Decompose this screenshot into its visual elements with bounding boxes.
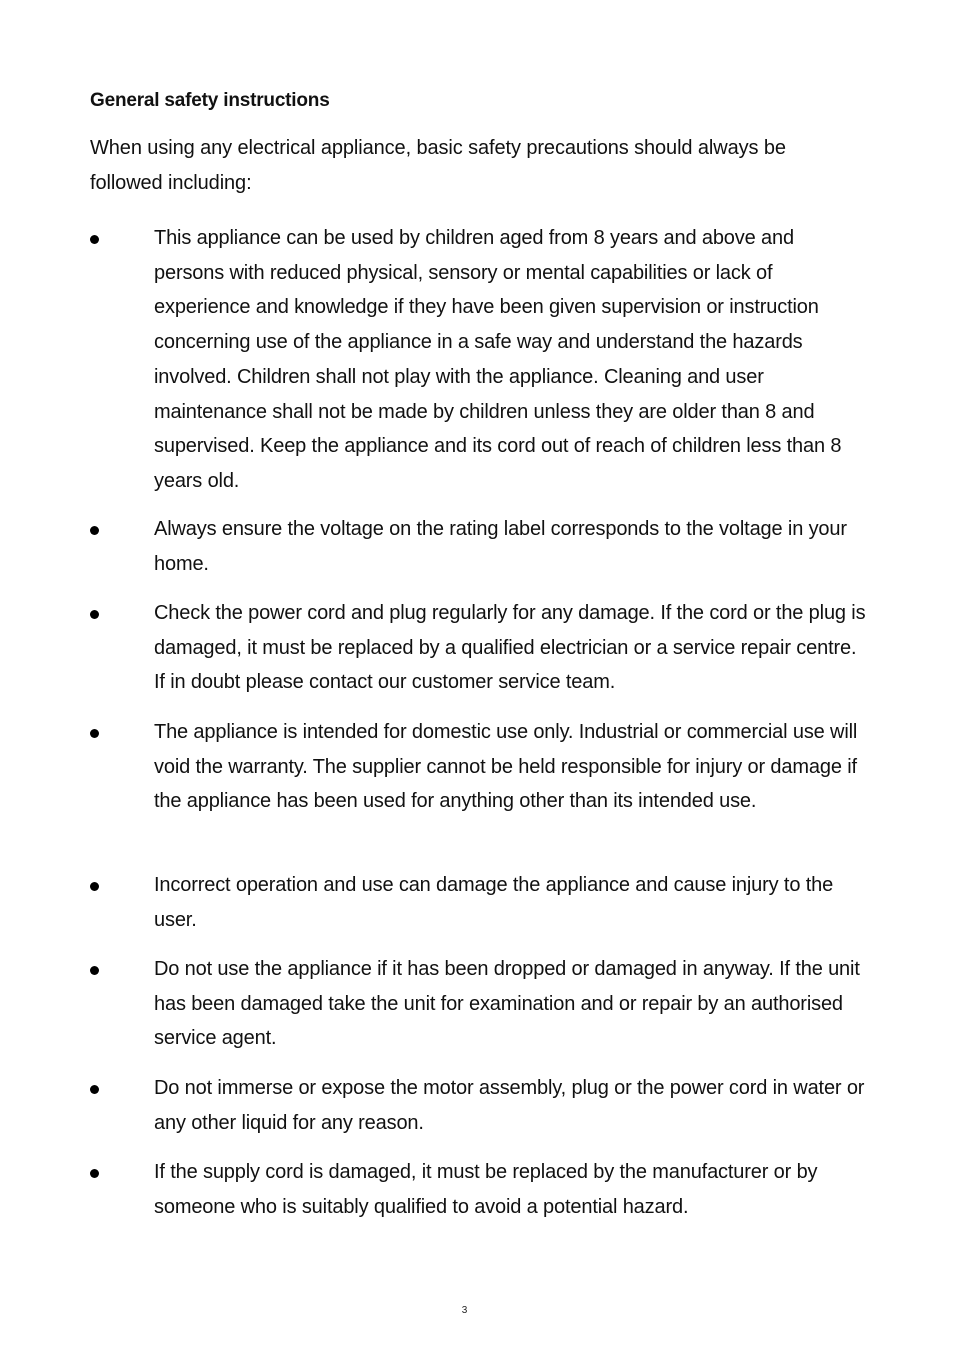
bullet-icon — [90, 1169, 99, 1178]
bullet-icon — [90, 729, 99, 738]
page-number: 3 — [461, 1305, 468, 1316]
bullet-text: If the supply cord is damaged, it must be replaced by the manufacturer or by someone who is suitably qualified to avoid a potential hazard. — [154, 1161, 818, 1218]
bullet-text: Check the power cord and plug regularly for any damage. If the cord or the plug is damaged, it must be replaced by a qualified electrician or a service repair centre. If in doubt please contact our customer service team. — [154, 602, 866, 694]
bullet-text: This appliance can be used by children aged from 8 years and above and persons with reduced physical, sensory or mental capabilities or lack of experience and knowledge if they have been given supervision or instruction concerning use of the appliance in a safe way and understand the hazards involved. Children shall not play with the appliance. Cleaning and user maintenance shall not be made by children unless they are older than 8 and supervised. Keep the appliance and its cord out of reach of children less than 8 years old. — [154, 227, 842, 492]
bullet-text: Always ensure the voltage on the rating label corresponds to the voltage in your home. — [154, 518, 847, 575]
bullet-icon — [90, 882, 99, 891]
bullet-icon — [90, 966, 99, 975]
bullet-text: Do not immerse or expose the motor assembly, plug or the power cord in water or any other liquid for any reason. — [154, 1077, 865, 1134]
bullet-icon — [90, 610, 99, 619]
intro-paragraph: When using any electrical appliance, basic safety precautions should always be followed including: — [90, 137, 786, 194]
bullet-text: The appliance is intended for domestic use only. Industrial or commercial use will void the warranty. The supplier cannot be held responsible for injury or damage if the appliance has been used for anything other than its intended use. — [154, 721, 858, 813]
bullet-text: Do not use the appliance if it has been dropped or damaged in anyway. If the unit has been damaged take the unit for examination and or repair by an authorised service agent. — [154, 958, 860, 1050]
section-heading: General safety instructions — [90, 90, 330, 111]
bullet-icon — [90, 526, 99, 535]
bullet-icon — [90, 1085, 99, 1094]
bullet-text: Incorrect operation and use can damage the appliance and cause injury to the user. — [154, 874, 834, 931]
bullet-icon — [90, 235, 99, 244]
